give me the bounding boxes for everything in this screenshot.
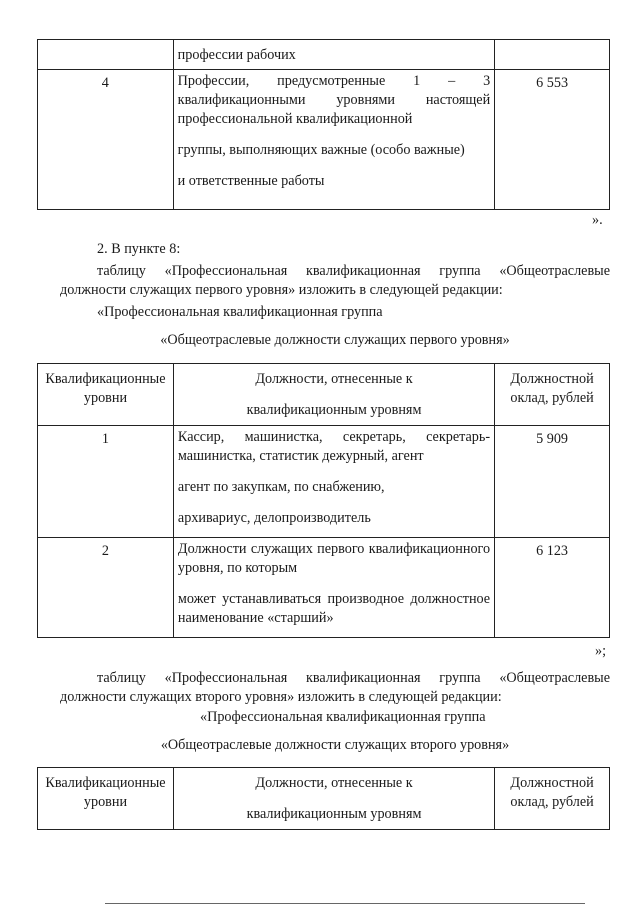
cell-description: профессии рабочих	[173, 40, 495, 70]
closing-quote: ».	[592, 212, 603, 228]
group-title: «Профессиональная квалификационная группа	[200, 709, 486, 725]
header-positions-line: Должности, отнесенные к	[255, 371, 413, 387]
header-levels: Квалификационные уровни	[38, 364, 174, 426]
header-positions	[173, 364, 494, 426]
table-title: «Общеотраслевые должности служащих второго уровня»	[160, 737, 510, 753]
header-positions	[173, 768, 494, 830]
header-salary: Должностной оклад, рублей	[495, 364, 610, 426]
table-first-level	[37, 363, 610, 638]
desc-line: группы, выполняющих важные (особо важные)	[177, 142, 465, 158]
cell-salary: 5 909	[495, 426, 610, 538]
header-positions-line: Должности, отнесенные к	[255, 775, 413, 791]
cell-description	[173, 538, 494, 638]
cell-salary: 6 553	[495, 70, 610, 210]
group-title: «Профессиональная квалификационная группа	[97, 304, 383, 320]
desc-line: Должности служащих первого квалификационного уровня, по которым	[177, 541, 491, 576]
desc-line: может устанавливаться производное должностное наименование «старший»	[177, 591, 491, 626]
cell-level: 4	[38, 70, 174, 210]
header-positions-line: квалификационным уровням	[246, 402, 422, 418]
header-positions-line: квалификационным уровням	[246, 806, 422, 822]
cell-level: 1	[38, 426, 174, 538]
paragraph: таблицу «Профессиональная квалификационная группа «Общеотраслевые должности служащих первого уровня» изложить в следующей редакции:	[60, 263, 610, 298]
desc-line: Кассир, машинистка, секретарь, секретарь-машинистка, статистик дежурный, агент	[177, 429, 491, 464]
page-bottom-rule	[105, 903, 585, 904]
table-row	[38, 40, 610, 70]
header-salary: Должностной оклад, рублей	[495, 768, 610, 830]
desc-line: Профессии, предусмотренные 1 – 3 квалификационными уровнями настоящей профессиональной квалификационной	[177, 73, 491, 127]
section-heading: 2. В пункте 8:	[97, 241, 181, 257]
table-row	[38, 426, 610, 538]
table-row	[38, 70, 610, 210]
header-levels: Квалификационные уровни	[38, 768, 174, 830]
cell-description	[173, 426, 494, 538]
cell-description	[173, 70, 495, 210]
table-title: «Общеотраслевые должности служащих первого уровня»	[160, 332, 510, 348]
table-header-row	[38, 364, 610, 426]
table-continuation	[37, 39, 610, 210]
table-second-level	[37, 767, 610, 830]
desc-line: и ответственные работы	[177, 173, 325, 189]
desc-line: агент по закупкам, по снабжению,	[177, 479, 385, 495]
cell-level: 2	[38, 538, 174, 638]
cell-salary: 6 123	[495, 538, 610, 638]
paragraph: таблицу «Профессиональная квалификационная группа «Общеотраслевые должности служащих второго уровня» изложить в следующей редакции:	[60, 670, 610, 705]
table-header-row	[38, 768, 610, 830]
closing-quote: »;	[595, 643, 607, 659]
table-row	[38, 538, 610, 638]
desc-line: архивариус, делопроизводитель	[177, 510, 371, 526]
